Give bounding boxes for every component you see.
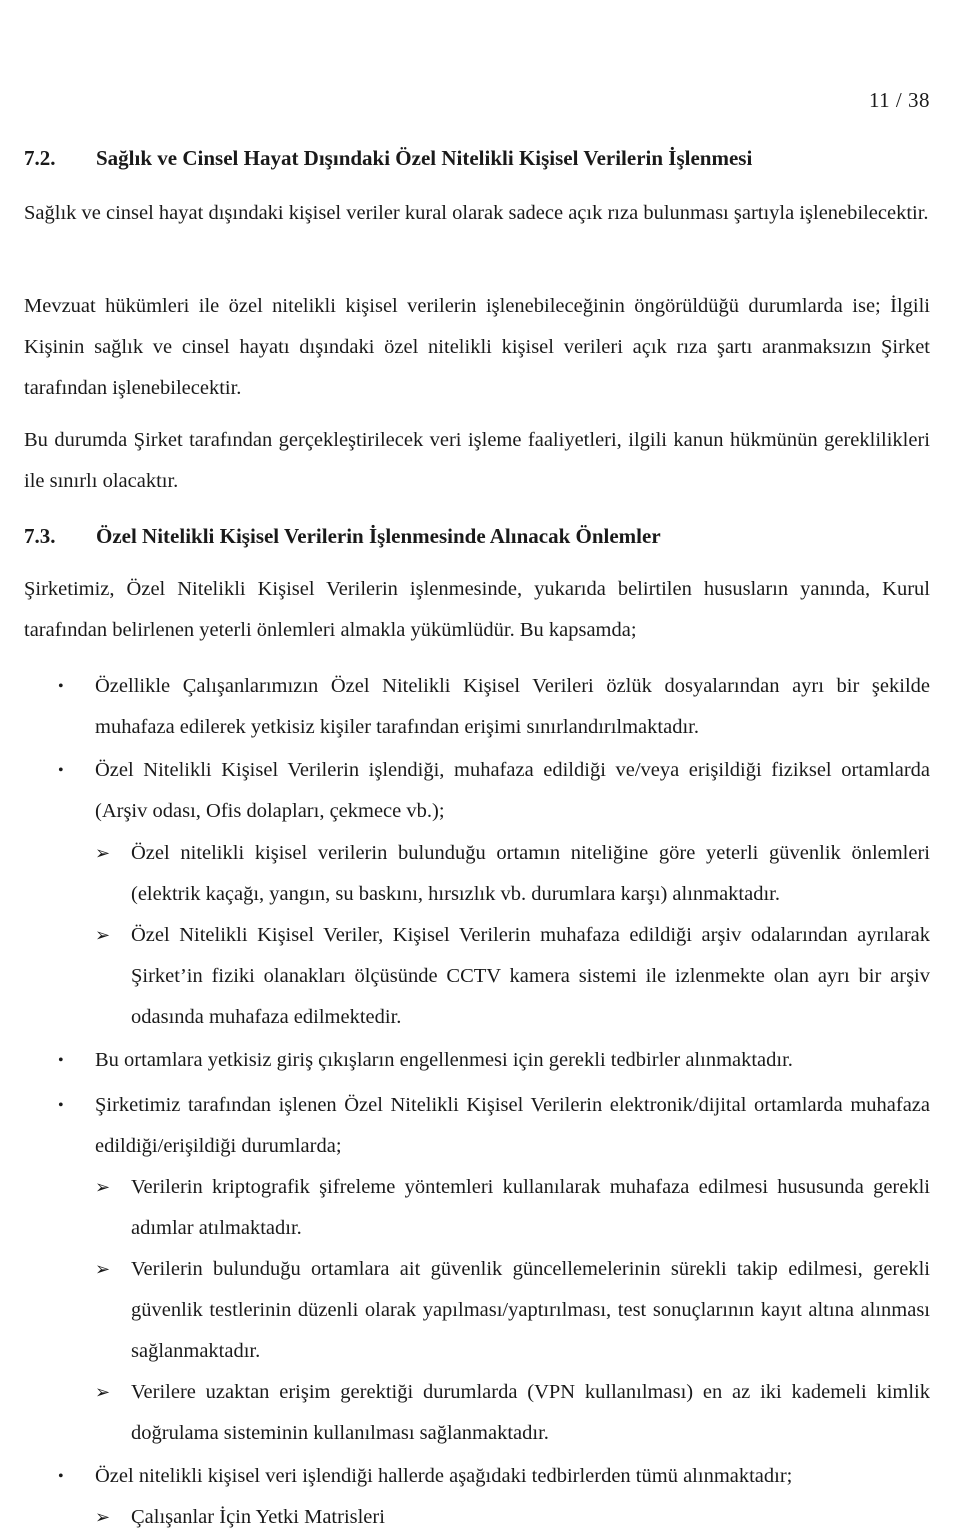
- list-item: [24, 750, 930, 832]
- sub-list-item: [24, 915, 930, 1038]
- sub-list-item: [24, 1497, 930, 1538]
- section-number: 7.2.: [24, 146, 56, 170]
- list-item: [24, 1085, 930, 1167]
- bullet-icon: •: [58, 1468, 64, 1485]
- sub-list-item: [24, 1249, 930, 1372]
- sub-list-item-text: Özel nitelikli kişisel verilerin bulunduğu ortamın niteliğine göre yeterli güvenlik önlemleri (elektrik kaçağı, yangın, su baskını, hırsızlık vb. durumlara karşı) alınmaktadır.: [131, 842, 930, 905]
- section-title: Özel Nitelikli Kişisel Verilerin İşlenmesinde Alınacak Önlemler: [96, 524, 661, 548]
- sub-list-item: [24, 833, 930, 915]
- arrow-bullet-icon: ➢: [95, 1507, 111, 1528]
- sub-list-item: [24, 1167, 930, 1249]
- arrow-bullet-icon: ➢: [95, 1259, 111, 1280]
- paragraph: Bu durumda Şirket tarafından gerçekleştirilecek veri işleme faaliyetleri, ilgili kanun hükmünün gereklilikleri ile sınırlı olacaktır.: [24, 429, 930, 492]
- bullet-icon: •: [58, 762, 64, 779]
- arrow-bullet-icon: ➢: [95, 925, 111, 946]
- paragraph: Mevzuat hükümleri ile özel nitelikli kişisel verilerin işlenebileceğinin öngörüldüğü durumlarda ise; İlgili Kişinin sağlık ve cinsel hayatı dışındaki özel nitelikli kişisel verileri açık rıza şartı aranmaksızın Şirket tarafından işlenebilecektir.: [24, 295, 930, 399]
- bullet-icon: •: [58, 678, 64, 695]
- arrow-bullet-icon: ➢: [95, 1177, 111, 1198]
- list-item-text: Özel Nitelikli Kişisel Verilerin işlendiği, muhafaza edildiği ve/veya erişildiği fiziksel ortamlarda (Arşiv odası, Ofis dolapları, çekmece vb.);: [95, 759, 930, 822]
- section-number: 7.3.: [24, 524, 56, 548]
- arrow-bullet-icon: ➢: [95, 843, 111, 864]
- section-heading-7-3: [24, 524, 661, 549]
- list-item-text: Özellikle Çalışanlarımızın Özel Nitelikli Kişisel Verileri özlük dosyalarından ayrı bir şekilde muhafaza edilerek yetkisiz kişiler tarafından erişimi sınırlandırılmaktadır.: [95, 675, 930, 738]
- list-item: [24, 1040, 930, 1081]
- list-item: [24, 666, 930, 748]
- section-heading-7-2: [24, 146, 752, 171]
- sub-list-item-text: Verilerin bulunduğu ortamlara ait güvenlik güncellemelerinin sürekli takip edilmesi, gerekli güvenlik testlerinin düzenli olarak yapılması/yaptırılması, test sonuçlarının kayıt altına alınması sağlanmaktadır.: [131, 1258, 930, 1362]
- sub-list-item: [24, 1372, 930, 1454]
- bullet-icon: •: [58, 1097, 64, 1114]
- list-item: [24, 1456, 930, 1497]
- list-item-text: Şirketimiz tarafından işlenen Özel Nitelikli Kişisel Verilerin elektronik/dijital ortamlarda muhafaza edildiği/erişildiği durumlarda;: [95, 1094, 930, 1157]
- sub-list-item-text: Özel Nitelikli Kişisel Veriler, Kişisel Verilerin muhafaza edildiği arşiv odalarından ayrılarak Şirket’in fiziki olanakları ölçüsünde CCTV kamera sistemi ile izlenmekte olan ayrı bir arşiv odasında muhafaza edilmektedir.: [131, 924, 930, 1028]
- paragraph: Sağlık ve cinsel hayat dışındaki kişisel veriler kural olarak sadece açık rıza bulunması şartıyla işlenebilecektir.: [24, 202, 929, 224]
- arrow-bullet-icon: ➢: [95, 1382, 111, 1403]
- page-number: 11 / 38: [868, 88, 930, 112]
- list-item-text: Özel nitelikli kişisel veri işlendiği hallerde aşağıdaki tedbirlerden tümü alınmaktadır;: [95, 1465, 793, 1487]
- section-title: Sağlık ve Cinsel Hayat Dışındaki Özel Nitelikli Kişisel Verilerin İşlenmesi: [96, 146, 753, 170]
- bullet-icon: •: [58, 1052, 64, 1069]
- paragraph: Şirketimiz, Özel Nitelikli Kişisel Verilerin işlenmesinde, yukarıda belirtilen hususların yanında, Kurul tarafından belirlenen yeterli önlemleri almakla yükümlüdür. Bu kapsamda;: [24, 578, 930, 641]
- sub-list-item-text: Verilerin kriptografik şifreleme yöntemleri kullanılarak muhafaza edilmesi hususunda gerekli adımlar atılmaktadır.: [131, 1176, 930, 1239]
- sub-list-item-text: Verilere uzaktan erişim gerektiği durumlarda (VPN kullanılması) en az iki kademeli kimlik doğrulama sisteminin kullanılması sağlanmaktadır.: [131, 1381, 930, 1444]
- sub-list-item-text: Çalışanlar İçin Yetki Matrisleri: [131, 1506, 385, 1528]
- list-item-text: Bu ortamlara yetkisiz giriş çıkışların engellenmesi için gerekli tedbirler alınmaktadır.: [95, 1049, 793, 1071]
